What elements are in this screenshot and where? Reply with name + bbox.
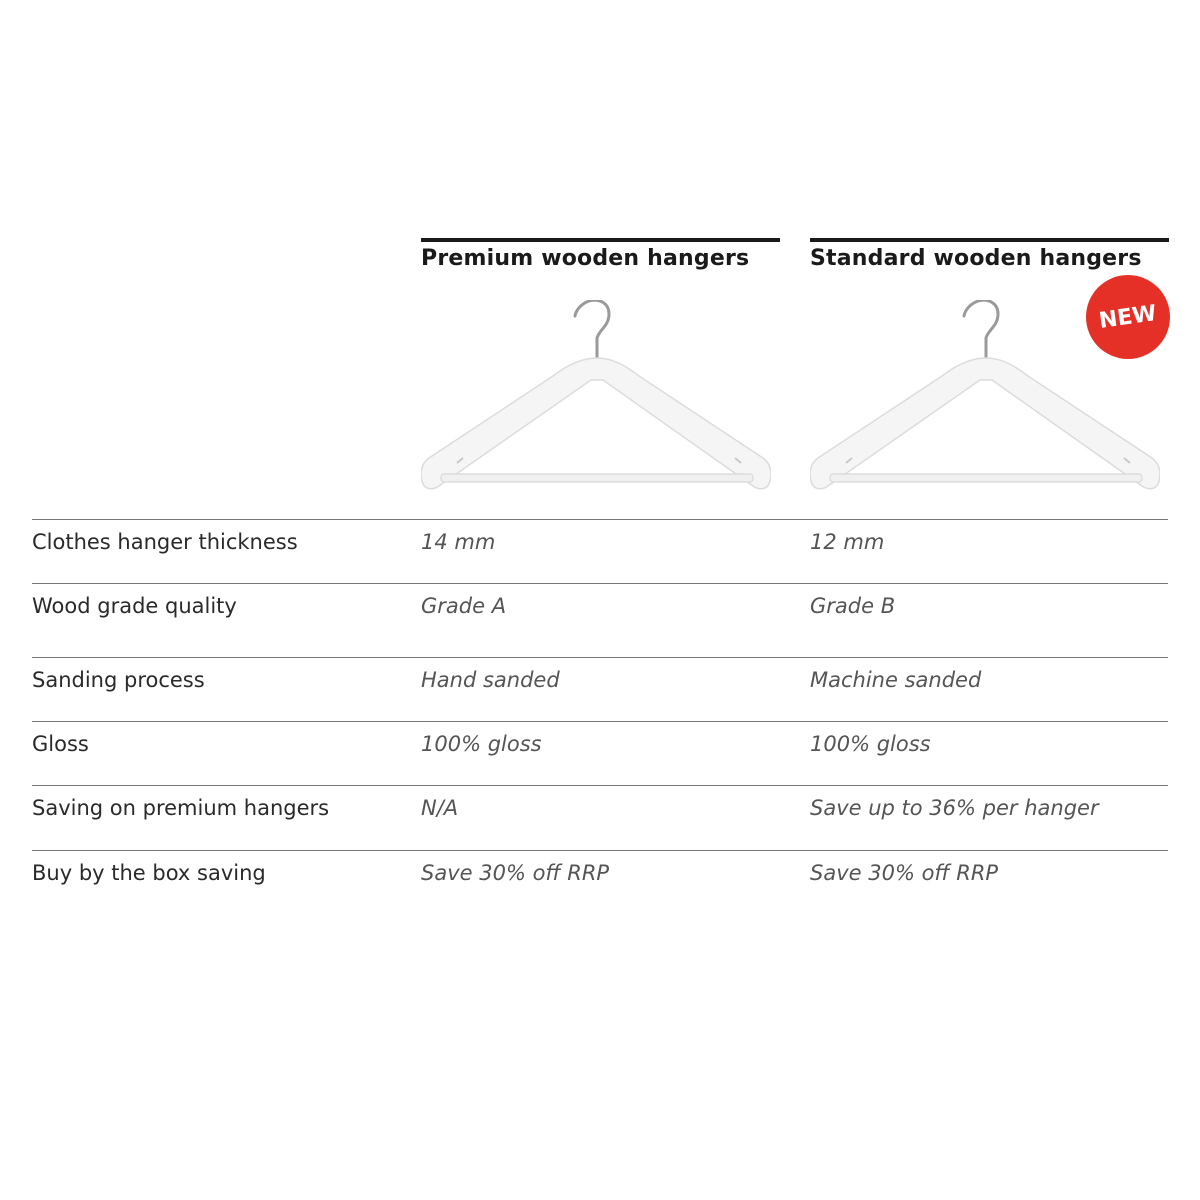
standard-value: 12 mm (810, 530, 885, 554)
standard-value: Save up to 36% per hanger (810, 796, 1099, 820)
table-row (32, 785, 1168, 820)
row-label: Wood grade quality (32, 594, 237, 618)
premium-hanger-image (421, 300, 771, 492)
premium-value: Hand sanded (421, 668, 560, 692)
table-row (32, 583, 1168, 618)
row-label: Buy by the box saving (32, 861, 266, 885)
premium-value: Grade A (421, 594, 507, 618)
row-label: Clothes hanger thickness (32, 530, 298, 554)
premium-value: N/A (421, 796, 459, 820)
table-row (32, 519, 1168, 554)
new-badge (1086, 275, 1170, 359)
new-badge-label: NEW (1097, 300, 1159, 334)
table-row (32, 657, 1168, 692)
premium-value: 14 mm (421, 530, 496, 554)
standard-value: Save 30% off RRP (810, 861, 999, 885)
premium-value: 100% gloss (421, 732, 542, 756)
standard-value: Machine sanded (810, 668, 982, 692)
row-label: Gloss (32, 732, 89, 756)
standard-value: Grade B (810, 594, 896, 618)
row-label: Saving on premium hangers (32, 796, 330, 820)
column-title: Standard wooden hangers (810, 246, 1142, 271)
table-row (32, 850, 1168, 885)
column-header-standard (810, 238, 1169, 271)
row-label: Sanding process (32, 668, 205, 692)
column-title: Premium wooden hangers (421, 246, 750, 271)
table-row (32, 721, 1168, 756)
column-header-premium (421, 238, 780, 271)
standard-value: 100% gloss (810, 732, 931, 756)
premium-value: Save 30% off RRP (421, 861, 610, 885)
